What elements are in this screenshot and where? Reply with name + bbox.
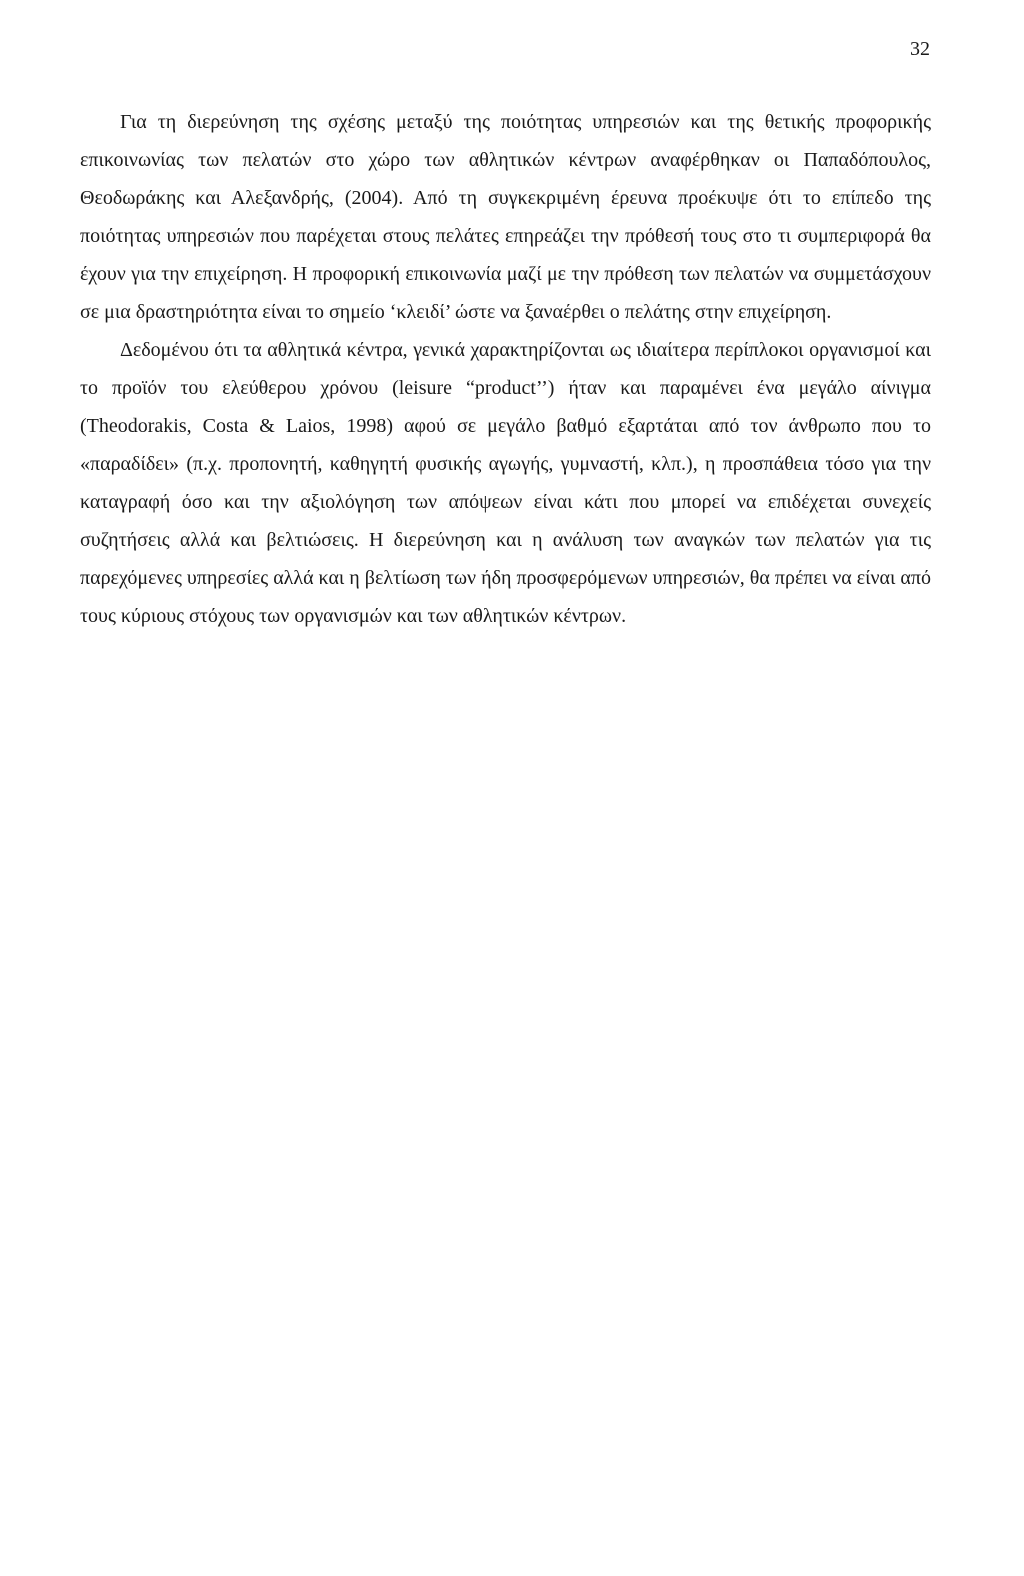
body-text <box>80 103 931 635</box>
paragraph-1: Για τη διερεύνηση της σχέσης μεταξύ της ποιότητας υπηρεσιών και της θετικής προφορικής επικοινωνίας των πελατών στο χώρο των αθλητικών κέντρων αναφέρθηκαν οι Παπαδόπουλος, Θεοδωράκης και Αλεξανδρής, (2004). Από τη συγκεκριμένη έρευνα προέκυψε ότι το επίπεδο της ποιότητας υπηρεσιών που παρέχεται στους πελάτες επηρεάζει την πρόθεσή τους στο τι συμπεριφορά θα έχουν για την επιχείρηση. Η προφορική επικοινωνία μαζί με την πρόθεση των πελατών να συμμετάσχουν σε μια δραστηριότητα είναι το σημείο ‘κλειδί’ ώστε να ξαναέρθει ο πελάτης στην επιχείρηση. <box>80 111 931 323</box>
page-number: 32 <box>910 38 930 60</box>
paragraph-2: Δεδομένου ότι τα αθλητικά κέντρα, γενικά χαρακτηρίζονται ως ιδιαίτερα περίπλοκοι οργανισμοί και το προϊόν του ελεύθερου χρόνου (leisure “product’’) ήταν και παραμένει ένα μεγάλο αίνιγμα (Theodorakis, Costa & Laios, 1998) αφού σε μεγάλο βαθμό εξαρτάται από τον άνθρωπο που το «παραδίδει» (π.χ. προπονητή, καθηγητή φυσικής αγωγής, γυμναστή, κλπ.), η προσπάθεια τόσο για την καταγραφή όσο και την αξιολόγηση των απόψεων είναι κάτι που μπορεί να επιδέχεται συνεχείς συζητήσεις αλλά και βελτιώσεις. Η διερεύνηση και η ανάλυση των αναγκών των πελατών για τις παρεχόμενες υπηρεσίες αλλά και η βελτίωση των ήδη προσφερόμενων υπηρεσιών, θα πρέπει να είναι από τους κύριους στόχους των οργανισμών και των αθλητικών κέντρων. <box>80 339 931 627</box>
